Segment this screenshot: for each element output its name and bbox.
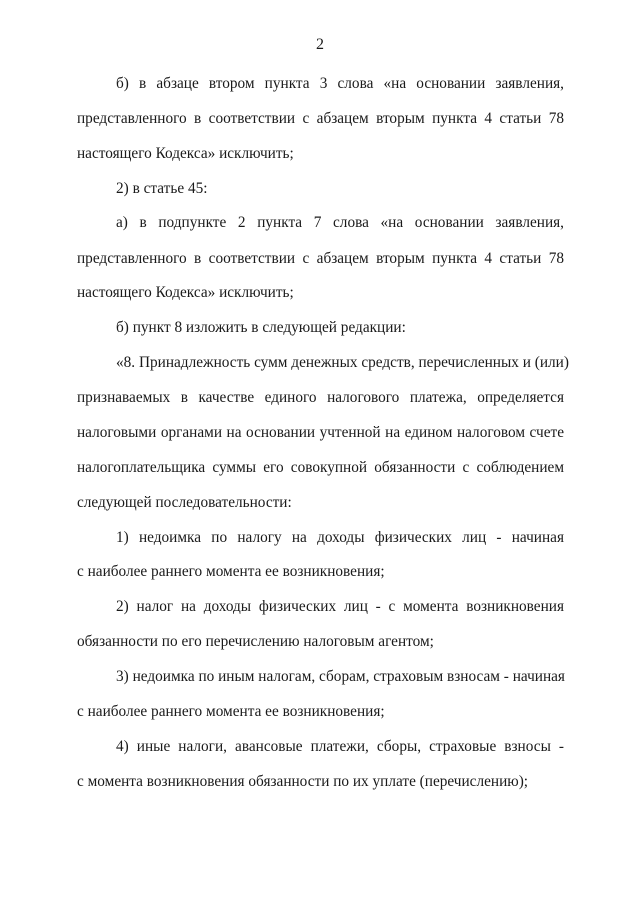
text-line: 4) иные налоги, авансовые платежи, сборы, страховые взносы - [116, 738, 564, 755]
text-line: с наиболее раннего момента ее возникновения; [77, 563, 385, 580]
text-line: «8. Принадлежность сумм денежных средств, перечисленных и (или) [116, 354, 569, 371]
text-line: настоящего Кодекса» исключить; [77, 284, 294, 301]
text-line: с наиболее раннего момента ее возникновения; [77, 703, 385, 720]
text-line: а) в подпункте 2 пункта 7 слова «на основании заявления, [116, 214, 564, 231]
text-line: представленного в соответствии с абзацем вторым пункта 4 статьи 78 [77, 250, 564, 267]
text-line: с момента возникновения обязанности по их уплате (перечислению); [77, 773, 529, 790]
text-line: 1) недоимка по налогу на доходы физических лиц - начиная [116, 529, 564, 546]
text-line: 2) в статье 45: [116, 180, 208, 197]
text-line: налоговыми органами на основании учтенной на едином налоговом счете [77, 424, 564, 441]
text-line: налогоплательщика суммы его совокупной обязанности с соблюдением [77, 459, 564, 476]
text-line: следующей последовательности: [77, 494, 292, 511]
text-line: б) пункт 8 изложить в следующей редакции: [116, 319, 406, 336]
text-line: 3) недоимка по иным налогам, сборам, страховым взносам - начиная [116, 668, 565, 685]
text-line: обязанности по его перечислению налоговым агентом; [77, 633, 434, 650]
text-line: б) в абзаце втором пункта 3 слова «на основании заявления, [116, 75, 564, 92]
text-line: 2) налог на доходы физических лиц - с момента возникновения [116, 598, 564, 615]
page-number: 2 [316, 36, 324, 53]
text-line: признаваемых в качестве единого налогового платежа, определяется [77, 389, 564, 406]
text-line: настоящего Кодекса» исключить; [77, 145, 294, 162]
text-line: представленного в соответствии с абзацем вторым пункта 4 статьи 78 [77, 110, 564, 127]
